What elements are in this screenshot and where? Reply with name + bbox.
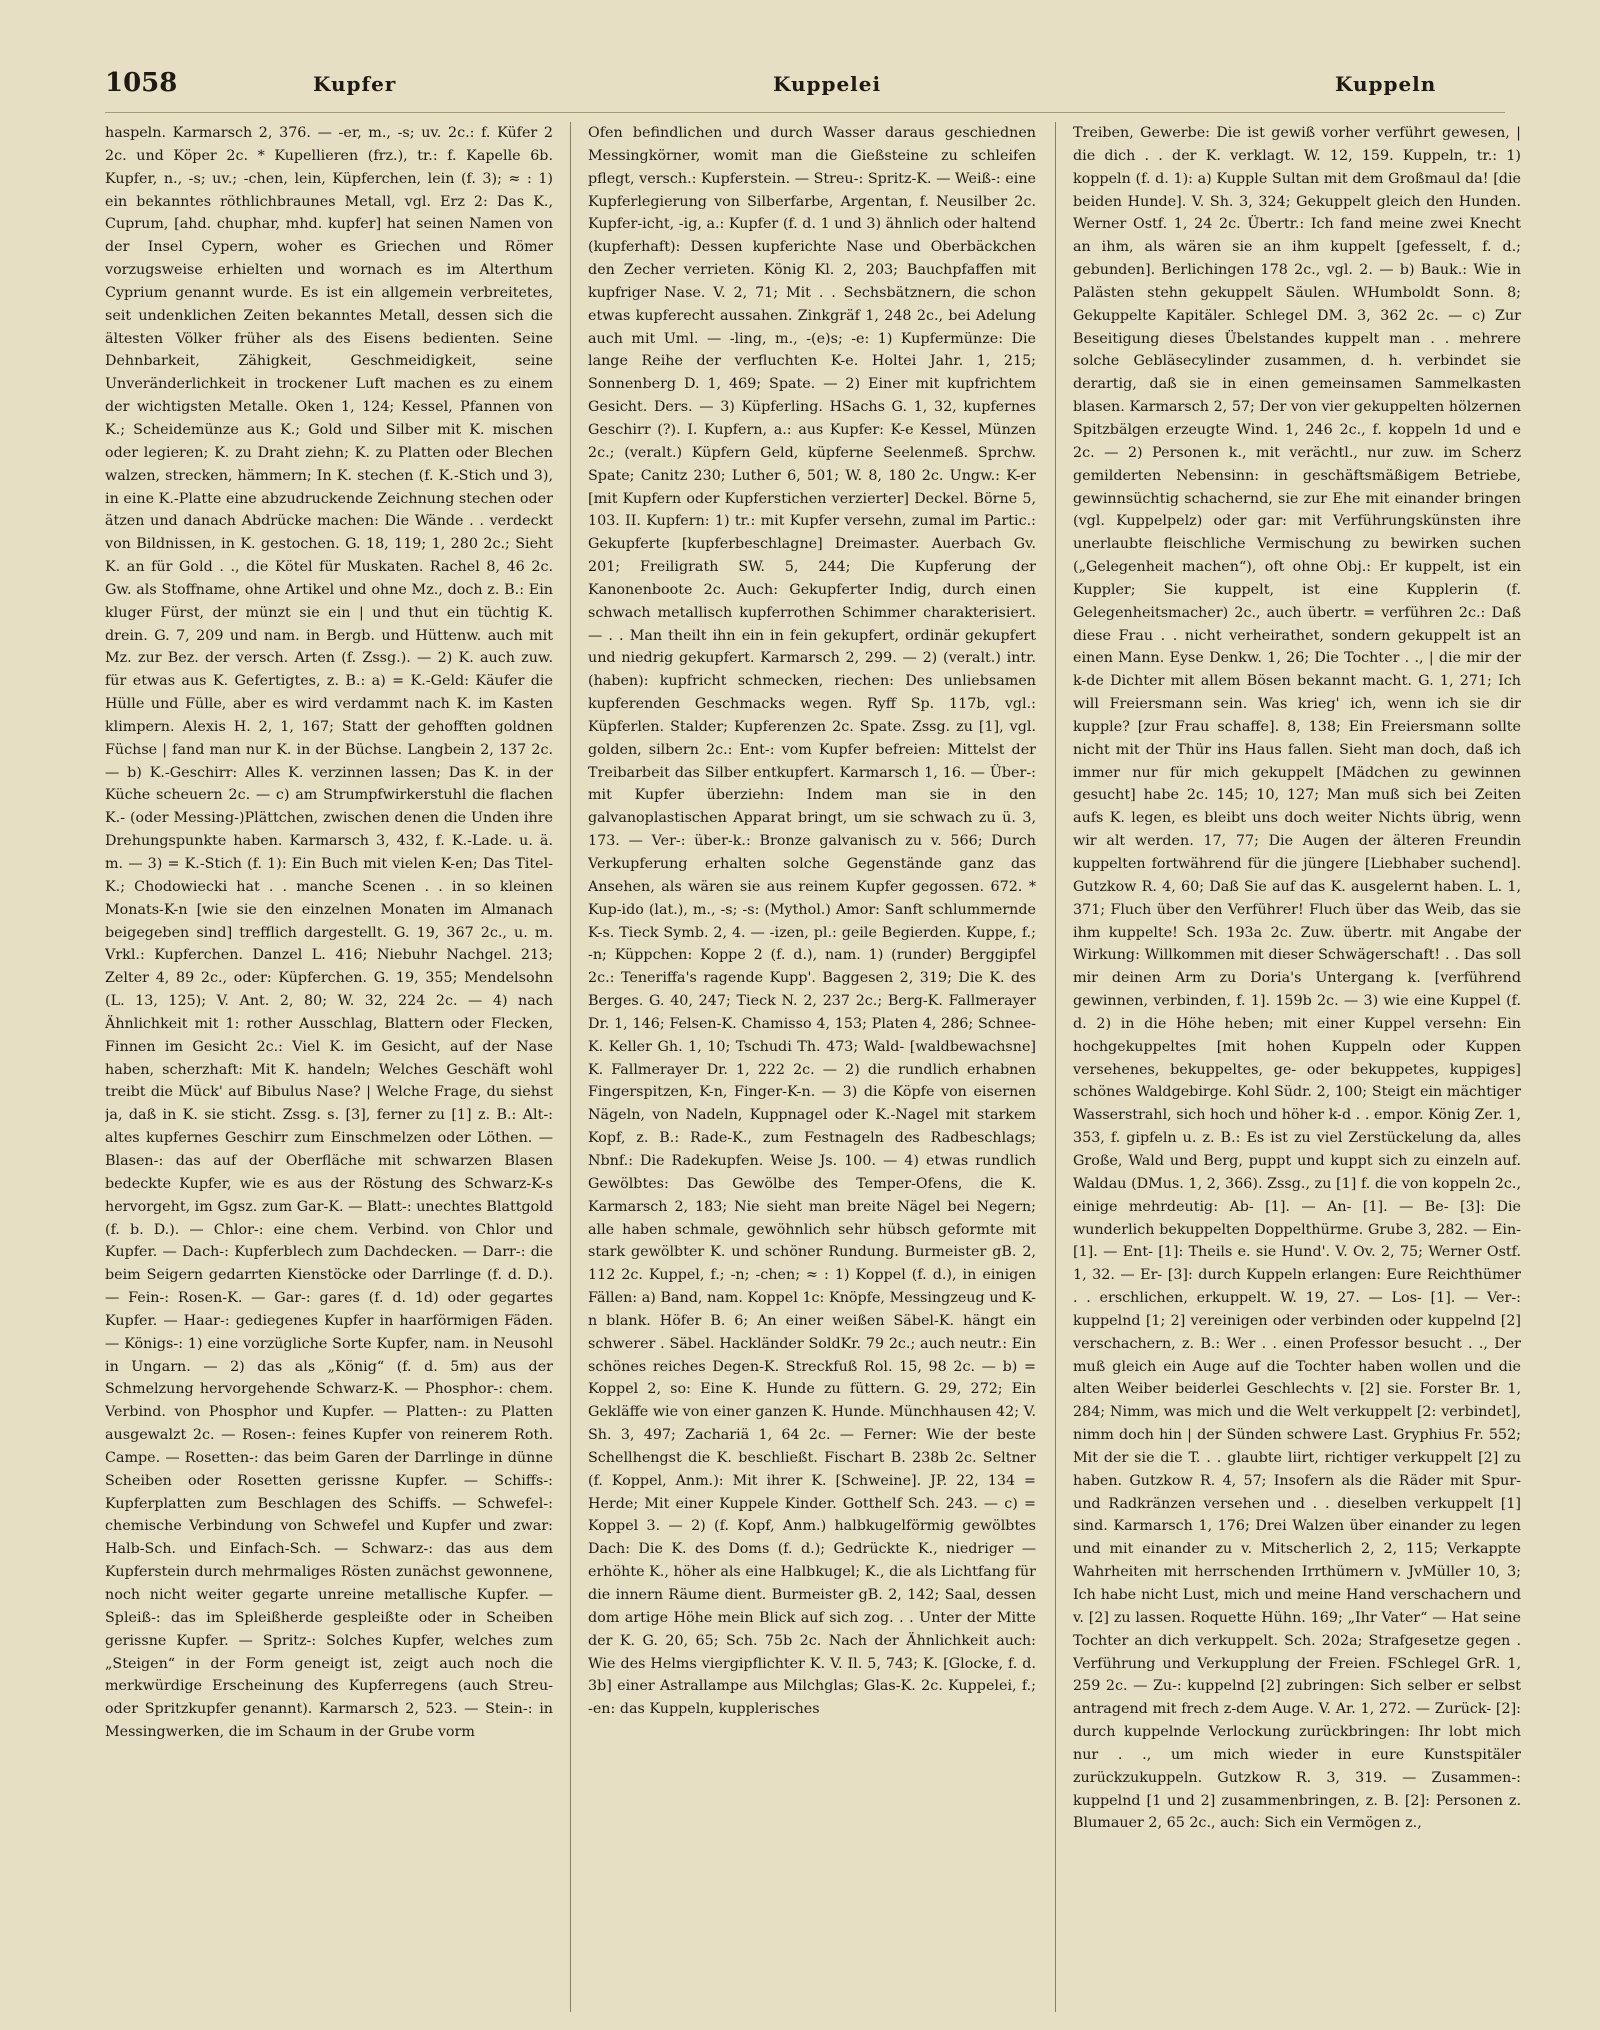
column-1-text: haspeln. Karmarsch 2, 376. — -er, m., -s; uv. 2c.: f. Küfer 2 2c. und Köper 2c. * Kupellieren (frz.), tr.: f. Kapelle 6b. Kupfer, n., -s; uv.; -chen, lein, Küpferchen, lein (f. 3); ≈ : 1) ein bekanntes röthlichbraunes Metall, vgl. Erz 2: Das K., Cuprum, [ahd. chuphar, mhd. kupfer] hat seinen Namen von der Insel Cypern, woher es Griechen und Römer vorzugsweise erhielten und wornach es im Alterthum Cyprium genannt wurde. Es ist ein allgemein verbreitetes, seit undenklichen Zeiten bekanntes Metall, dessen sich die ältesten Völker früher als des Eisens bedienten. Seine Dehnbarkeit, Zähigkeit, Geschmeidigkeit, seine Unveränderlichkeit in trockener Luft machen es zu einem der wichtigsten Metalle. Oken 1, 124; Kessel, Pfannen von K.; Scheidemünze aus K.; Gold und Silber mit K. mischen oder legieren; K. zu Draht ziehn; K. zu Platten oder Blechen walzen, strecken, hämmern; In K. stechen (f. K.-Stich und 3), in eine K.-Platte eine abzudruckende Zeichnung stechen oder ätzen und danach Abdrücke machen: Die Wände . . verdeckt von Bildnissen, in K. gestochen. G. 18, 119; 1, 280 2c.; Sieht K. an für Gold . ., die Kötel für Muskaten. Rachel 8, 46 2c. Gw. als Stoffname, ohne Artikel und ohne Mz., doch z. B.: Ein kluger Fürst, der münzt sie ein | und thut ein tüchtig K. drein. G. 7, 209 und nam. in Bergb. und Hüttenw. auch mit Mz. zur Bez. der versch. Arten (f. Zssg.). — 2) K. auch zuw. für etwas aus K. Gefertigtes, z. B.: a) = K.-Geld: Käufer die Hülle und Fülle, aber es wird verdammt nach K. im Kasten klimpern. Alexis H. 2, 1, 167; Statt der gehofften goldnen Füchse | fand man nur K. in der Büchse. Langbein 2, 137 2c. — b) K.-Geschirr: Alles K. verzinnen lassen; Das K. in der Küche scheuern 2c. — c) am Strumpfwirkerstuhl die flachen K.- (oder Messing-)Plättchen, zwischen denen die Unden ihre Drehungspunkte haben. Karmarsch 3, 432, f. K.-Lade. u. ä. m. — 3) = K.-Stich (f. 1): Ein Buch mit vielen K-en; Das Titel-K.; Chodowiecki hat . . manche Scenen . . in so kleinen Monats-K-n [wie sie den einzelnen Monaten im Almanach beigegeben sind] trefflich dargestellt. G. 19, 367 2c., u. m. Vrkl.: Kupferchen. Danzel L. 416; Niebuhr Nachgel. 213; Zelter 4, 89 2c., oder: Küpferchen. G. 19, 355; Mendelsohn (L. 13, 125); V. Ant. 2, 80; W. 32, 224 2c. — 4) nach Ähnlichkeit mit 1: rother Ausschlag, Blattern oder Flecken, Finnen im Gesicht 2c.: Viel K. im Gesicht, auf der Nase haben, scherzhaft: Mit K. handeln; Welches Geschäft wohl treibt die Mück' auf Bibulus Nase? | Welche Frage, du siehst ja, daß in K. sie sticht. Zssg. s. [3], ferner zu [1] z. B.: Alt-: altes kupfernes Geschirr zum Einschmelzen oder Löthen. — Blasen-: das auf der Oberfläche mit schwarzen Blasen bedeckte Kupfer, wie es aus der Röstung des Schwarz-K-s hervorgeht, im Ggsz. zum Gar-K. — Blatt-: unechtes Blattgold (f. b. D.). — Chlor-: eine chem. Verbind. von Chlor und Kupfer. — Dach-: Kupferblech zum Dachdecken. — Darr-: die beim Seigern gedarrten Kienstöcke oder Darrlinge (f. d. D.). — Fein-: Rosen-K. — Gar-: gares (f. d. 1d) oder gegartes Kupfer. — Haar-: gediegenes Kupfer in haarförmigen Fäden. — Königs-: 1) eine vorzügliche Sorte Kupfer, nam. in Neusohl in Ungarn. — 2) das als „König“ (f. d. 5m) aus der Schmelzung hervorgehende Schwarz-K. — Phosphor-: chem. Verbind. von Phosphor und Kupfer. — Platten-: zu Platten ausgewalzt 2c. — Rosen-: feines Kupfer von reinerem Roth. Campe. — Rosetten-: das beim Garen der Darrlinge in dünne Scheiben oder Rosetten gerissne Kupfer. — Schiffs-: Kupferplatten zum Beschlagen des Schiffs. — Schwefel-: chemische Verbindung von Schwefel und Kupfer und zwar: Halb-Sch. und Einfach-Sch. — Schwarz-: das aus dem Kupferstein durch mehrmaliges Rösten zunächst gewonnene, noch nicht weiter gegarte unreine metallische Kupfer. — Spleiß-: das im Spleißherde gespleißte oder in Scheiben gerissne Kupfer. — Spritz-: Solches Kupfer, welches zum „Steigen“ in der Form geneigt ist, zeigt auch noch die merkwürdige Erscheinung des Kupferregens (auch Streu- oder Spritzkupfer genannt). Karmarsch 2, 523. — Stein-: in Messingwerken, die im Schaum in der Grube vorm [105,125,553,1741]
header-left-keyword: Kupfer [313,72,397,96]
header-rule [105,112,1505,113]
column-divider [570,122,571,2012]
column-2-text: Ofen befindlichen und durch Wasser daraus geschiednen Messingkörner, womit man die Gießsteine zu schleifen pflegt, versch.: Kupferstein. — Streu-: Spritz-K. — Weiß-: eine Kupferlegierung von Silberfarbe, Argentan, f. Neusilber 2c. Kupfer-icht, -ig, a.: Kupfer (f. d. 1 und 3) ähnlich oder haltend (kupferhaft): Dessen kupferichte Nase und Oberbäckchen den Zecher verrieten. König Kl. 2, 203; Bauchpfaffen mit kupfriger Nase. V. 2, 71; Mit . . Sechsbätznern, die schon etwas kupferecht aussahen. Zinkgräf 1, 248 2c., bei Adelung auch mit Uml. — -ling, m., -(e)s; -e: 1) Kupfermünze: Die lange Reihe der verfluchten K-e. Holtei Jahr. 1, 215; Sonnenberg D. 1, 469; Spate. — 2) Einer mit kupfrichtem Gesicht. Ders. — 3) Küpferling. HSachs G. 1, 32, kupfernes Geschirr (?). I. Kupfern, a.: aus Kupfer: K-e Kessel, Münzen 2c.; (veralt.) Küpfern Geld, küpferne Seelenmeß. Sprchw. Spate; Canitz 230; Luther 6, 501; W. 8, 180 2c. Ungw.: K-er [mit Kupfern oder Kupferstichen verzierter] Deckel. Börne 5, 103. II. Kupfern: 1) tr.: mit Kupfer versehn, zumal im Partic.: Gekupferte [kupferbeschlagne] Dreimaster. Auerbach Gv. 201; Freiligrath SW. 5, 244; Die Kupferung der Kanonenboote 2c. Auch: Gekupferter Indig, durch einen schwach metallisch kupferrothen Schimmer charakterisiert. — . . Man theilt ihn ein in fein gekupfert, ordinär gekupfert und niedrig gekupfert. Karmarsch 2, 299. — 2) (veralt.) intr. (haben): kupfricht schmecken, riechen: Des unliebsamen kupferenden Geschmacks wegen. Ryff Sp. 117b, vgl.: Küpferlen. Stalder; Kupferenzen 2c. Spate. Zssg. zu [1], vgl. golden, silbern 2c.: Ent-: vom Kupfer befreien: Mittelst der Treibarbeit das Silber entkupfert. Karmarsch 1, 16. — Über-: mit Kupfer überziehn: Indem man sie in den galvanoplastischen Apparat bringt, um sie schwach zu ü. 3, 173. — Ver-: über-k.: Bronze galvanisch zu v. 566; Durch Verkupferung erhalten solche Gegenstände ganz das Ansehen, als wären sie aus reinem Kupfer gegossen. 672. * Kup-ido (lat.), m., -s; -s: (Mythol.) Amor: Sanft schlummernde K-s. Tieck Symb. 2, 4. — -izen, pl.: geile Begierden. Kuppe, f.; -n; Küppchen: Koppe 2 (f. d.), nam. 1) (runder) Berggipfel 2c.: Teneriffa's ragende Kupp'. Baggesen 2, 319; Die K. des Berges. G. 40, 247; Tieck N. 2, 237 2c.; Berg-K. Fallmerayer Dr. 1, 146; Felsen-K. Chamisso 4, 153; Platen 4, 286; Schnee-K. Keller Gh. 1, 10; Tschudi Th. 473; Wald- [waldbewachsne] K. Fallmerayer Dr. 1, 222 2c. — 2) die rundlich erhabnen Fingerspitzen, K-n, Finger-K-n. — 3) die Köpfe von eisernen Nägeln, von Nadeln, Kuppnagel oder K.-Nagel mit starkem Kopf, z. B.: Rade-K., zum Festnageln des Radbeschlags; Nbnf.: Die Radekupfen. Weise Js. 100. — 4) etwas rundlich Gewölbtes: Das Gewölbe des Temper-Ofens, die K. Karmarsch 2, 183; Nie sieht man breite Nägel bei Negern; alle haben schmale, gewöhnlich sehr hübsch geformte mit stark gewölbter K. und schöner Rundung. Burmeister gB. 2, 112 2c. Kuppel, f.; -n; -chen; ≈ : 1) Koppel (f. d.), in einigen Fällen: a) Band, nam. Koppel 1c: Knöpfe, Messingzeug und K-n blank. Höfer B. 6; An einer weißen Säbel-K. hängt ein schwerer . Säbel. Hackländer SoldKr. 79 2c.; auch neutr.: Ein schönes reiches Degen-K. Streckfuß Rol. 15, 98 2c. — b) = Koppel 2, so: Eine K. Hunde zu füttern. G. 29, 272; Ein Gekläffe wie von einer ganzen K. Hunde. Münchhausen 42; V. Sh. 3, 497; Zachariä 1, 64 2c. — Ferner: Wie der beste Schellhengst die K. beschließt. Fischart B. 238b 2c. Seltner (f. Koppel, Anm.): Mit ihrer K. [Schweine]. JP. 22, 134 = Herde; Mit einer Kuppele Kinder. Gotthelf Sch. 243. — c) = Koppel 3. — 2) (f. Kopf, Anm.) halbkugelförmig gewölbtes Dach: Die K. des Doms (f. d.); Gedrückte K., niedriger — erhöhte K., höher als eine Halbkugel; K., die als Lichtfang für die innern Räume dient. Burmeister gB. 2, 142; Saal, dessen dom artige Höhe mein Blick auf sich zog. . . Unter der Mitte der K. G. 20, 65; Sch. 75b 2c. Nach der Ähnlichkeit auch: Wie des Helms viergipflichter K. V. Il. 5, 743; K. [Glocke, f. d. 3b] einer Astrallampe aus Milchglas; Glas-K. 2c. Kuppelei, f.; -en: das Kuppeln, kupplerisches [588,125,1036,1718]
header-center-keyword: Kuppelei [773,72,882,96]
header-right-keyword: Kuppeln [1335,72,1437,96]
running-header [105,68,1505,108]
text-column-3 [1073,122,1521,2017]
column-divider [1055,122,1056,2012]
column-3-text: Treiben, Gewerbe: Die ist gewiß vorher verführt gewesen, | die dich . . der K. verklagt. W. 12, 159. Kuppeln, tr.: 1) koppeln (f. d. 1): a) Kupple Sultan mit dem Großmaul da! [die beiden Hunde]. V. Sh. 3, 324; Gekuppelt gleich den Hunden. Werner Ostf. 1, 24 2c. Übertr.: Ich fand meine zwei Knecht an ihm, als wären sie an ihm kuppelt [gefesselt, f. d.; gebunden]. Berlichingen 178 2c., vgl. 2. — b) Bauk.: Wie in Palästen stehn gekuppelt Säulen. WHumboldt Sonn. 8; Gekuppelte Kapitäler. Schlegel DM. 3, 362 2c. — c) Zur Beseitigung dieses Übelstandes kuppelt man . . mehrere solche Gebläsecylinder zusammen, d. h. verbindet sie derartig, daß sie in einen gemeinsamen Sammelkasten blasen. Karmarsch 2, 57; Der von vier gekuppelten hölzernen Spitzbälgen erzeugte Wind. 1, 246 2c., f. koppeln 1d und e 2c. — 2) Personen k., mit verächtl., nur zuw. im Scherz gemilderten Nebensinn: in geschäftsmäßigem Betriebe, gewinnsüchtig schachernd, sie zur Ehe mit einander bringen (vgl. Kuppelpelz) oder gar: mit Verführungskünsten ihre unerlaubte fleischliche Vermischung zu bewirken suchen („Gelegenheit machen“), oft ohne Obj.: Er kuppelt, ist ein Kuppler; Sie kuppelt, ist eine Kupplerin (f. Gelegenheitsmacher) 2c., auch übertr. = verführen 2c.: Daß diese Frau . . nicht verheirathet, sondern gekuppelt ist an einen Mann. Eyse Denkw. 1, 26; Die Tochter . ., | die mir der k-de Dichter mit allem Bösen bekannt macht. G. 1, 271; Ich will Freiersmann sein. Was krieg' ich, wenn ich sie dir kupple? [zur Frau schaffe]. 8, 138; Ein Freiersmann sollte nicht mit der Thür ins Haus fallen. Sieht man doch, daß ich immer nur für mich gekuppelt [Mädchen zu gewinnen gesucht] habe 2c. 145; 10, 127; Man muß sich bei Zeiten aufs K. legen, es bleibt uns doch weiter Nichts übrig, wenn wir alt werden. 17, 77; Die Augen der älteren Freundin kuppelten fortwährend für die jüngere [Liebhaber suchend]. Gutzkow R. 4, 60; Daß Sie auf das K. ausgelernt haben. L. 1, 371; Fluch über den Verführer! Fluch über das Weib, das sie ihm kuppelte! Sch. 193a 2c. Zuw. übertr. mit Angabe der Wirkung: Willkommen mit dieser Schwägerschaft! . . Das soll mir deinen Arm zu Doria's Untergang k. [verführend gewinnen, verbinden, f. 1]. 159b 2c. — 3) wie eine Kuppel (f. d. 2) in die Höhe heben; mit einer Kuppel versehn: Ein hochgekuppeltes [mit hohen Kuppeln oder Kuppen versehenes, bekuppeltes, ge- oder bekuppetes, kuppiges] schönes Waldgebirge. Kohl Südr. 2, 100; Steigt ein mächtiger Wasserstrahl, sich hoch und höher k-d . . empor. König Zer. 1, 353, f. gipfeln u. z. B.: Es ist zu viel Zerstückelung da, alles Große, Wald und Berg, puppt und kuppt sich zu einzeln auf. Waldau (DMus. 1, 2, 366). Zssg., zu [1] f. die von koppeln 2c., einige mehrdeutig: Ab- [1]. — An- [1]. — Be- [3]: Die wunderlich bekuppelten Doppelthürme. Grube 3, 282. — Ein- [1]. — Ent- [1]: Theils e. sie Hund'. V. Ov. 2, 75; Werner Ostf. 1, 32. — Er- [3]: durch Kuppeln erlangen: Eure Reichthümer . . erschlichen, erkuppelt. W. 19, 27. — Los- [1]. — Ver-: kuppelnd [1; 2] vereinigen oder verbinden oder kuppelnd [2] verschachern, z. B.: Wer . . einen Professor besucht . ., Der muß gleich ein Auge auf die Tochter haben wollen und die alten Weiber beiderlei Geschlechts v. [2] sie. Forster Br. 1, 284; Nimm, was mich und die Welt verkuppelt [2: verbindet], nimm doch hin | der Sünden schwere Last. Gryphius Fr. 552; Mit der sie die T. . . glaubte liirt, richtiger verkuppelt [2] zu haben. Gutzkow R. 4, 57; Insofern als die Räder mit Spur- und Radkränzen versehen und . . dieselben verkuppelt [1] sind. Karmarsch 1, 176; Drei Walzen über einander zu legen und mit einander zu v. Mitscherlich 2, 2, 115; Verkappte Wahrheiten mit herrschenden Irrthümern v. JvMüller 10, 3; Ich habe nicht Lust, mich und meine Hand verschachern und v. [2] zu lassen. Roquette Hühn. 169; „Ihr Vater“ — Hat seine Tochter an dich verkuppelt. Sch. 202a; Strafgesetze gegen . Verführung und Verkupplung der Freien. FSchlegel GrR. 1, 259 2c. — Zu-: kuppelnd [2] zubringen: Sich selber er selbst antragend mit frech z-dem Auge. V. Ar. 1, 272. — Zurück- [2]: durch kuppelnde Verlockung zurückbringen: Ihr lobt mich nur . ., um mich wieder in eure Kunstspitäler zurückzukuppeln. Gutzkow R. 3, 319. — Zusammen-: kuppelnd [1 und 2] zusammenbringen, z. B. [2]: Personen z. Blumauer 2, 65 2c., auch: Sich ein Vermögen z., [1073,125,1521,1832]
text-column-1 [105,122,553,2017]
page-number: 1058 [105,68,178,98]
text-column-2 [588,122,1036,2017]
